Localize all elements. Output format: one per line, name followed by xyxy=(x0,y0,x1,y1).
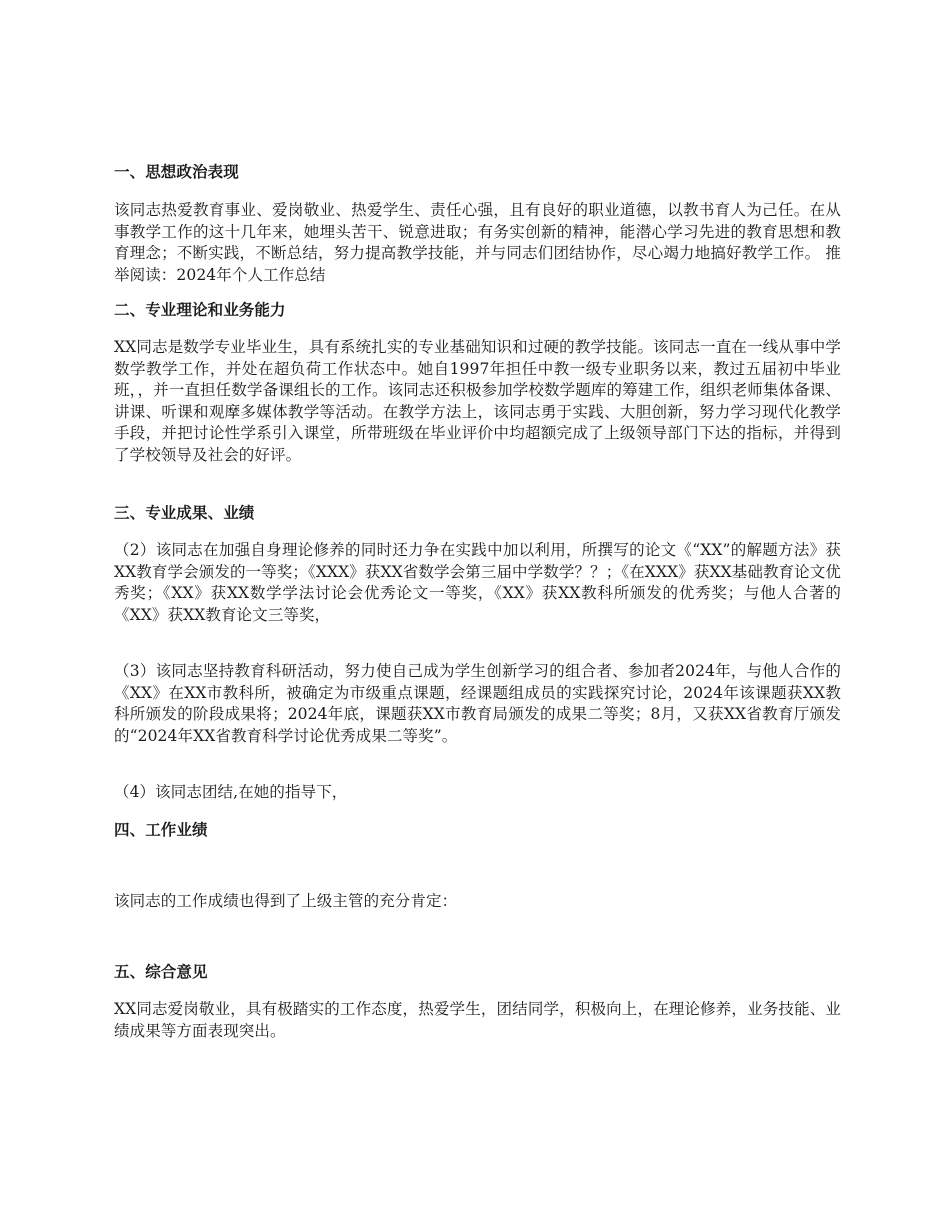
paragraph-professional-ability: XX同志是数学专业毕业生，具有系统扎实的专业基础知识和过硬的教学技能。该同志一直在一线从事中学数学教学工作，并处在超负荷工作状态中。她自1997年担任中教一级专业职务以来，教过五届初中毕业班，，并一直担任数学备课组长的工作。该同志还积极参加学校数学题库的筹建工作，组织老师集体备课、讲课、听课和观摩多媒体教学等活动。在教学方法上，该同志勇于实践、大胆创新，努力学习现代化教学手段，并把讨论性学系引入课堂，所带班级在毕业评价中均超额完成了上级领导部门下达的指标，并得到了学校领导及社会的好评。 xyxy=(114,338,841,464)
section-heading-overall-opinion: 五、综合意见 xyxy=(114,962,208,981)
paragraph-ideology: 该同志热爱教育事业、爱岗敬业、热爱学生、责任心强，且有良好的职业道德，以教书育人为己任。在从事教学工作的这十几年来，她埋头苦干、锐意进取；有务实创新的精神，能潜心学习先进的教育思想和教育理念；不断实践，不断总结，努力提高教学技能，并与同志们团结协作，尽心竭力地搞好教学工作。 推举阅读：2024年个人工作总结 xyxy=(114,201,841,284)
paragraph-work-performance: 该同志的工作成绩也得到了上级主管的充分肯定： xyxy=(114,892,458,910)
paragraph-achievement-3: （3）该同志坚持教育科研活动，努力使自己成为学生创新学习的组合者、参加者2024年，与他人合作的《XX》在XX市教科所，被确定为市级重点课题，经课题组成员的实践探究讨论，2024年该课题获XX教科所颁发的阶段成果将；2024年底，课题获XX市教育局颁发的成果二等奖；8月，又获XX省教育厅颁发的“2024年XX省教育科学讨论优秀成果二等奖”。 xyxy=(114,662,841,745)
section-heading-work-performance: 四、工作业绩 xyxy=(114,820,208,839)
section-heading-achievements: 三、专业成果、业绩 xyxy=(114,503,255,522)
paragraph-achievement-4: （4）该同志团结,在她的指导下， xyxy=(114,783,348,801)
paragraph-overall-opinion: XX同志爱岗敬业，具有极踏实的工作态度，热爱学生，团结同学，积极向上，在理论修养，业务技能、业绩成果等方面表现突出。 xyxy=(114,1000,841,1040)
section-heading-professional-ability: 二、专业理论和业务能力 xyxy=(114,300,286,319)
paragraph-achievement-2: （2）该同志在加强自身理论修养的同时还力争在实践中加以利用，所撰写的论文《“XX”的解题方法》获XX教育学会颁发的一等奖；《XXX》获XX省数学会第三届中学数学？？；《在XXX》获XX基础教育论文优秀奖；《XX》获XX数学学法讨论会优秀论文一等奖，《XX》获XX教科所颁发的优秀奖；与他人合著的《XX》获XX教育论文三等奖， xyxy=(114,541,841,624)
section-heading-ideology: 一、思想政治表现 xyxy=(114,162,239,181)
